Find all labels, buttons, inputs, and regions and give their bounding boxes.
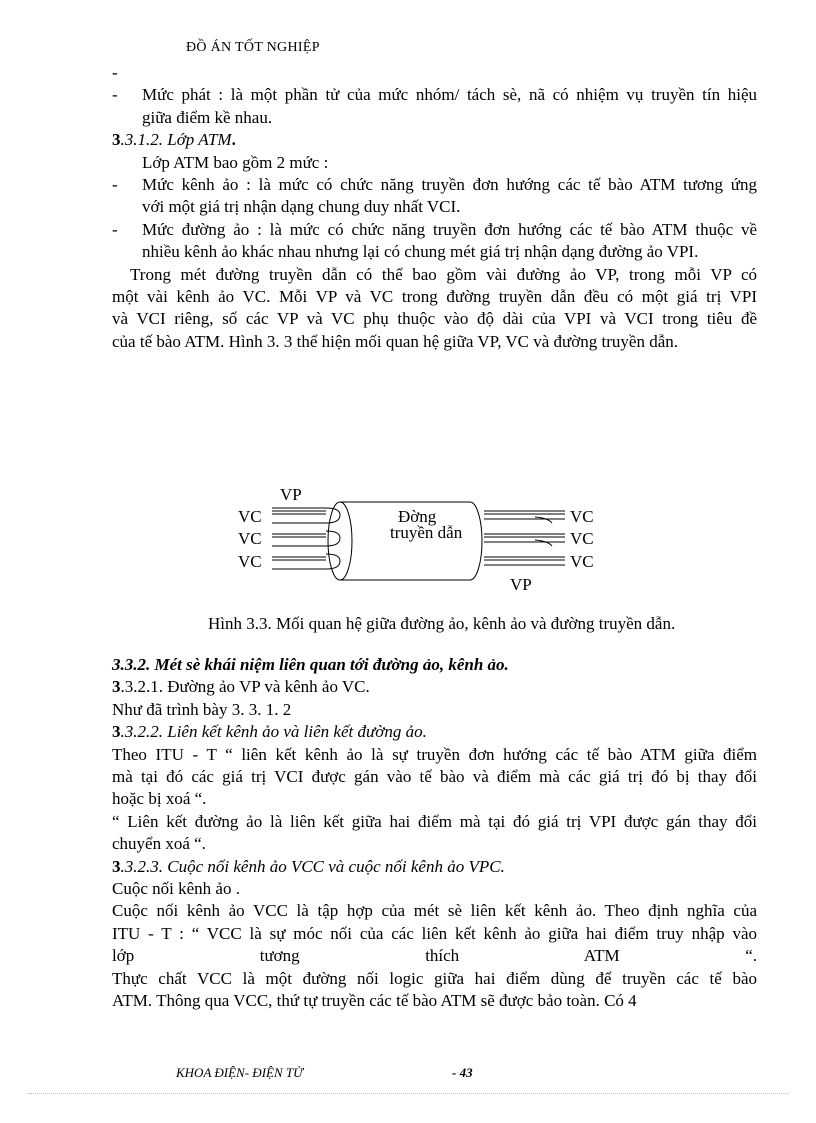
vc-left-1	[272, 511, 326, 514]
footer-divider	[28, 1093, 788, 1094]
label-vc-right-2: VC	[570, 529, 594, 548]
text-line: một vài kênh ảo VC. Mỗi VP và VC trong đường truyền dẫn đều có một giá trị VPI	[112, 287, 757, 307]
section-bottom	[112, 654, 757, 1013]
bullet-muc-kenh-ao	[112, 174, 757, 219]
label-center-2: truyền dẫn	[390, 523, 463, 542]
label-vc-left-2: VC	[238, 529, 262, 548]
vc-left-2	[272, 534, 326, 537]
footer-department: KHOA ĐIỆN- ĐIỆN TỬ	[176, 1065, 303, 1080]
text-line: giữa điểm kề nhau.	[142, 107, 273, 127]
pipe-right-end	[470, 502, 482, 580]
text-line: ATM. Thông qua VCC, thứ tự truyền các tế bào ATM sẽ được bảo toàn. Có 4	[112, 991, 637, 1011]
label-vc-left-3: VC	[238, 552, 262, 571]
label-vp-bottom: VP	[510, 575, 532, 594]
text-line: ITU - T : “ VCC là sự móc nối của các liên kết kênh ảo giữa hai điểm truy nhập vào	[112, 923, 757, 943]
text-line: Mức đường ảo : là mức có chức năng truyền đơn hướng các tế bào ATM thuộc về	[142, 219, 757, 239]
paragraph-nhu: Như đã trình bày 3. 3. 1. 2	[112, 699, 292, 719]
label-vp-top: VP	[280, 485, 302, 504]
text-line: Thực chất VCC là một đường nối logic giữa hai điểm dùng để truyền các tế bào	[112, 968, 757, 988]
bullet-dash: -	[112, 175, 118, 195]
heading-3-3-2-2: 3.3.2.2. Liên kết kênh ảo và liên kết đường ảo.	[112, 722, 427, 742]
text-line: của tế bào ATM. Hình 3. 3 thể hiện mối quan hệ giữa VP, VC và đường truyền dẫn.	[112, 331, 678, 351]
empty-bullet: -	[112, 63, 118, 82]
bullet-dash: -	[112, 85, 118, 105]
text-line: với một giá trị nhận dạng chung duy nhất VCI.	[142, 197, 461, 217]
text-line: và VCI riêng, số các VP và VC phụ thuộc vào độ dài của VPI và VCI trong tiêu đề	[112, 309, 757, 329]
text-line: Cuộc nối kênh ảo VCC là tập hợp của mét sè liên kết kênh ảo. Theo định nghĩa của	[112, 901, 757, 921]
page-header: ĐỒ ÁN TỐT NGHIỆP	[186, 40, 320, 55]
text-line: lớp tương thích ATM “.	[112, 946, 757, 966]
vp-right-curve-1	[535, 517, 552, 523]
label-vc-left-1: VC	[238, 507, 262, 526]
text-line: Theo ITU - T “ liên kết kênh ảo là sự truyền đơn hướng các tế bào ATM giữa điểm	[112, 744, 757, 764]
label-center-1: Đờng	[398, 507, 437, 526]
vp-hook-3	[326, 554, 340, 569]
text-line: “ Liên kết đường ảo là liên kết giữa hai điểm mà tại đó giá trị VPI được gán thay đổi	[112, 811, 757, 831]
heading-3-3-2: 3.3.2. Mét sè khái niệm liên quan tới đường ảo, kênh ảo.	[112, 655, 509, 674]
diagram-svg	[230, 480, 630, 600]
text-line: chuyển xoá “.	[112, 834, 206, 854]
label-vc-right-3: VC	[570, 552, 594, 571]
paragraph-lop-atm: Lớp ATM bao gồm 2 mức :	[142, 152, 329, 172]
vp-left-bottom-lines	[272, 523, 326, 569]
bullet-dash: -	[112, 219, 118, 239]
heading-3-3-2-3: 3.3.2.3. Cuộc nối kênh ảo VCC và cuộc nối kênh ảo VPC.	[112, 856, 505, 876]
label-vc-right-1: VC	[570, 507, 594, 526]
heading-3-3-1-2: 3.3.1.2. Lớp ATM.	[112, 130, 236, 150]
figure-vp-vc-diagram	[230, 480, 630, 600]
text-line: Trong mét đường truyền dẫn có thể bao gồm vài đường ảo VP, trong mỗi VP có	[130, 264, 757, 284]
section-top	[112, 62, 757, 353]
bullet-muc-phat	[112, 84, 757, 129]
vp-right-curve-2	[535, 540, 552, 546]
heading-3-3-2-1: 3.3.2.1. Đường ảo VP và kênh ảo VC.	[112, 677, 370, 697]
figure-caption: Hình 3.3. Mối quan hệ giữa đường ảo, kênh ảo và đường truyền dẫn.	[208, 614, 676, 633]
bullet-muc-duong-ao	[112, 219, 757, 264]
text-line: nhiều kênh ảo khác nhau nhưng lại có chung mét giá trị nhận dạng đường ảo VPI.	[142, 242, 699, 262]
text-line: Mức phát : là một phần tử của mức nhóm/ tách sè, nã có nhiệm vụ truyền tín hiệu	[142, 85, 757, 105]
vc-right-2	[484, 534, 565, 537]
text-line: Mức kênh ảo : là mức có chức năng truyền đơn hướng các tế bào ATM tương ứng	[142, 175, 757, 195]
paragraph-cuoc-noi: Cuộc nối kênh ảo .	[112, 879, 240, 899]
vc-right-3	[484, 557, 565, 560]
vc-right-1	[484, 511, 565, 514]
page-number: - 43	[452, 1065, 473, 1080]
text-line: hoặc bị xoá “.	[112, 789, 207, 809]
text-line: mà tại đó các giá trị VCI được gán vào tế bào và điểm mà các giá trị đó bị thay đổi	[112, 767, 757, 787]
vc-left-3	[272, 557, 326, 560]
vp-right-lines	[484, 519, 565, 565]
